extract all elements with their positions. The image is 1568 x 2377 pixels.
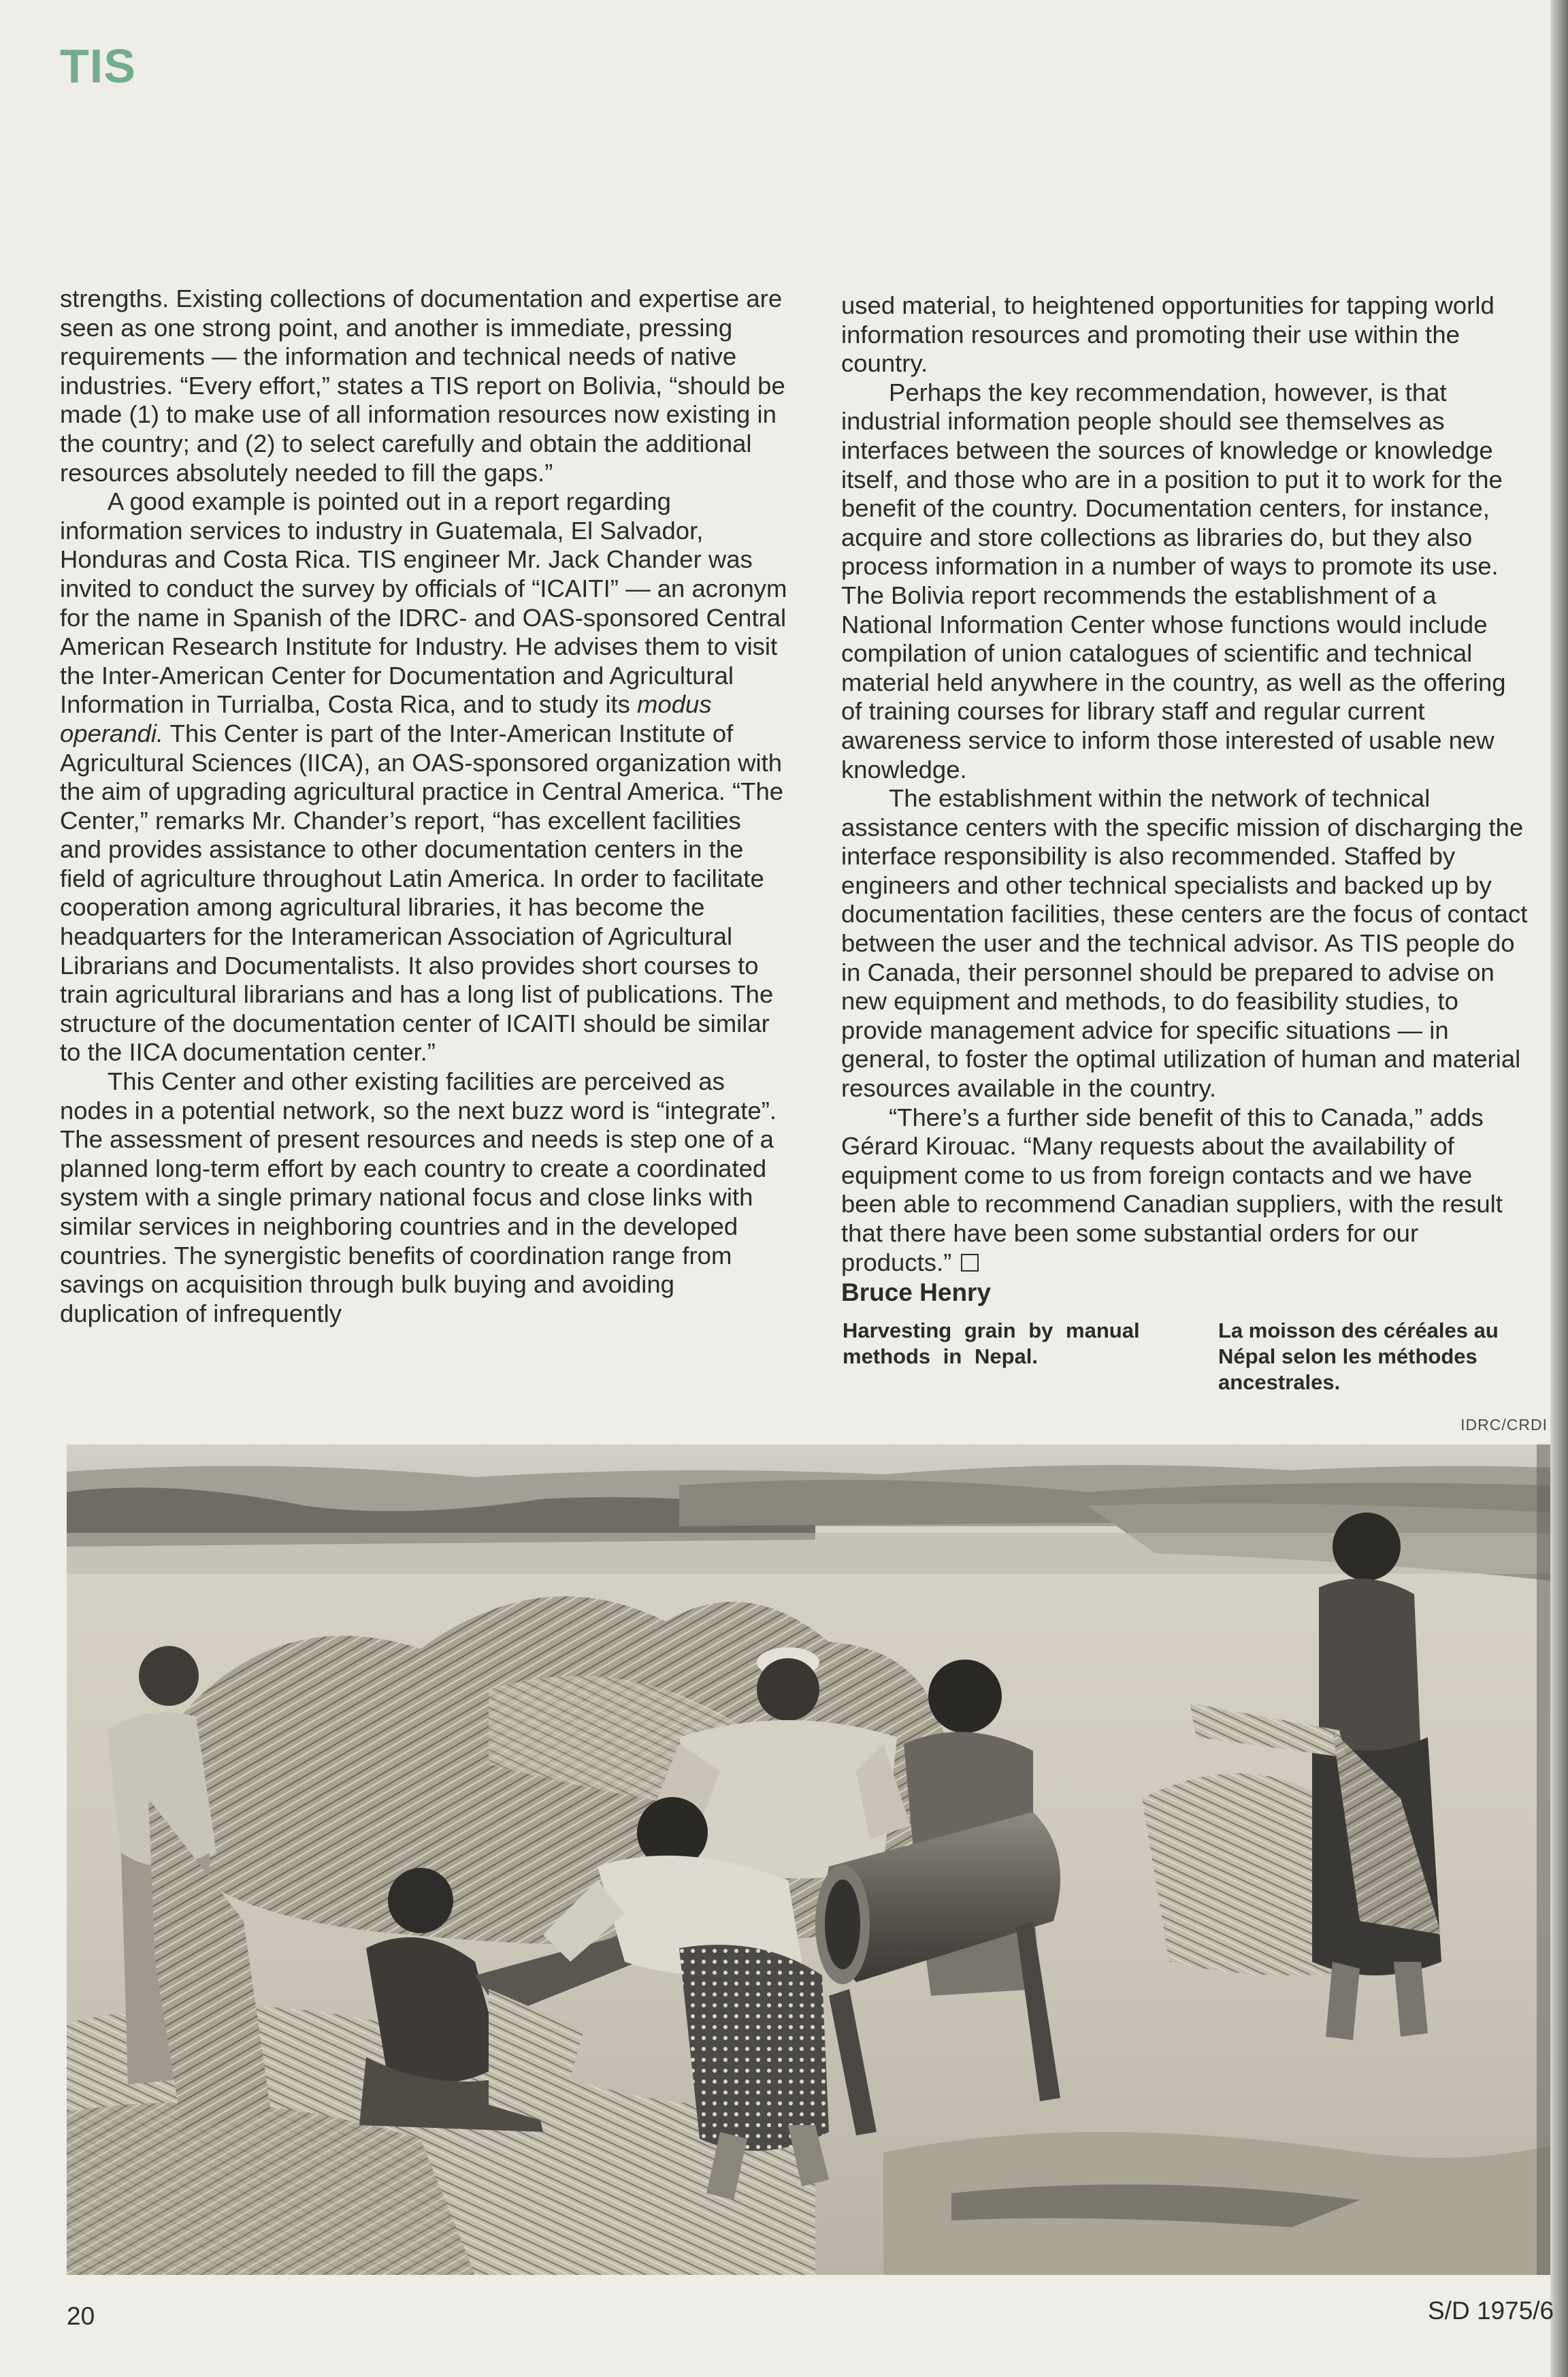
harvest-photo-illustration: [67, 1444, 1550, 2275]
photo-caption-english: Harvesting grain by manual methods in Nepal.: [843, 1319, 1140, 1368]
paragraph-text: “There’s a further side benefit of this to Canada,” adds Gérard Kirouac. “Many requests about the availability of equipment come to us from foreign contacts and we have been able to recommend Canadian suppliers, with the result that there have been some substantial orders for our products.”: [841, 1103, 1503, 1276]
paragraph: strengths. Existing collections of documentation and expertise are seen as one strong point, and another is immediate, pressing requirements — the information and technical needs of native industries. “Every effort,” states a TIS report on Bolivia, “should be made (1) to make use of all information resources now existing in the country; and (2) to select carefully and obtain the additional resources absolutely needed to fill the gaps.”: [60, 285, 785, 487]
photo-caption-french: La moisson des céréales au Népal selon les méthodes ancestrales.: [1218, 1319, 1499, 1394]
emphasis-text: modus operandi.: [60, 690, 712, 747]
issue-date: S/D 1975/6: [1428, 2297, 1554, 2325]
photo-credit: IDRC/CRDI: [1460, 1416, 1548, 1434]
paragraph-text: This Center is part of the Inter-American Institute of Agricultural Sciences (IICA), an OAS-sponsored organization with the aim of upgrading agricultural practice in Central America. “The Center,” remarks Mr. Chander’s report, “has excellent facilities and provides assistance to other documentation centers in the field of agriculture throughout Latin America. In order to facilitate cooperation among agricultural libraries, it has become the headquarters for the Interamerican Association of Agricultural Librarians and Documentalists. It also provides short courses to train agricultural librarians and has a long list of publications. The structure of the documentation center of ICAITI should be similar to the IICA documentation center.”: [60, 719, 784, 1067]
paragraph: used material, to heightened opportunities for tapping world information resources and promoting their use within the country.: [841, 291, 1494, 378]
paragraph: This Center and other existing facilities are perceived as nodes in a potential network, so the next buzz word is “integrate”. The assessment of present resources and needs is step one of a planned long-term effort by each country to create a coordinated system with a single primary national focus and close links with similar services in neighboring countries and in the developed countries. The synergistic benefits of coordination range from savings on acquisition through bulk buying and avoiding duplication of infrequently: [60, 1067, 777, 1327]
end-of-article-square-icon: [961, 1254, 979, 1272]
section-tag: TIS: [60, 39, 136, 93]
page-number: 20: [67, 2302, 95, 2330]
author-byline: Bruce Henry: [841, 1278, 992, 1307]
paragraph: Perhaps the key recommendation, however, is that industrial information people should see themselves as interfaces between the sources of knowledge or knowledge itself, and those who are in a position to put it to work for the benefit of the country. Documentation centers, for instance, acquire and store collections as libraries do, but they also process information in a number of ways to promote its use. The Bolivia report recommends the establishment of a National Information Center whose functions would include compilation of union catalogues of scientific and technical material held anywhere in the country, as well as the offering of training courses for library staff and regular current awareness service to inform those interested of usable new knowledge.: [841, 378, 1506, 783]
paragraph-text: A good example is pointed out in a report regarding information services to industry in Guatemala, El Salvador, Honduras and Costa Rica. TIS engineer Mr. Jack Chander was invited to conduct the survey by officials of “ICAITI” — an acronym for the name in Spanish of the IDRC- and OAS-sponsored Central American Research Institute for Industry. He advises them to visit the Inter-American Center for Documentation and Agricultural Information in Turrialba, Costa Rica, and to study its: [60, 487, 787, 719]
article-right-column: [841, 291, 1530, 1308]
paragraph: [60, 487, 788, 1067]
article-left-column: [60, 285, 788, 1328]
paragraph: The establishment within the network of technical assistance centers with the specific mission of discharging the interface responsibility is also recommended. Staffed by engineers and other technical specialists and backed up by documentation facilities, these centers are the focus of contact between the user and the technical advisor. As TIS people do in Canada, their personnel should be prepared to advise on new equipment and methods, to do feasibility studies, to provide management advice for specific situations — in general, to foster the optimal utilization of human and material resources available in the country.: [841, 784, 1528, 1103]
page-edge-shadow: [1550, 0, 1568, 2377]
harvest-photo: [67, 1444, 1550, 2275]
paragraph: [841, 1103, 1530, 1278]
